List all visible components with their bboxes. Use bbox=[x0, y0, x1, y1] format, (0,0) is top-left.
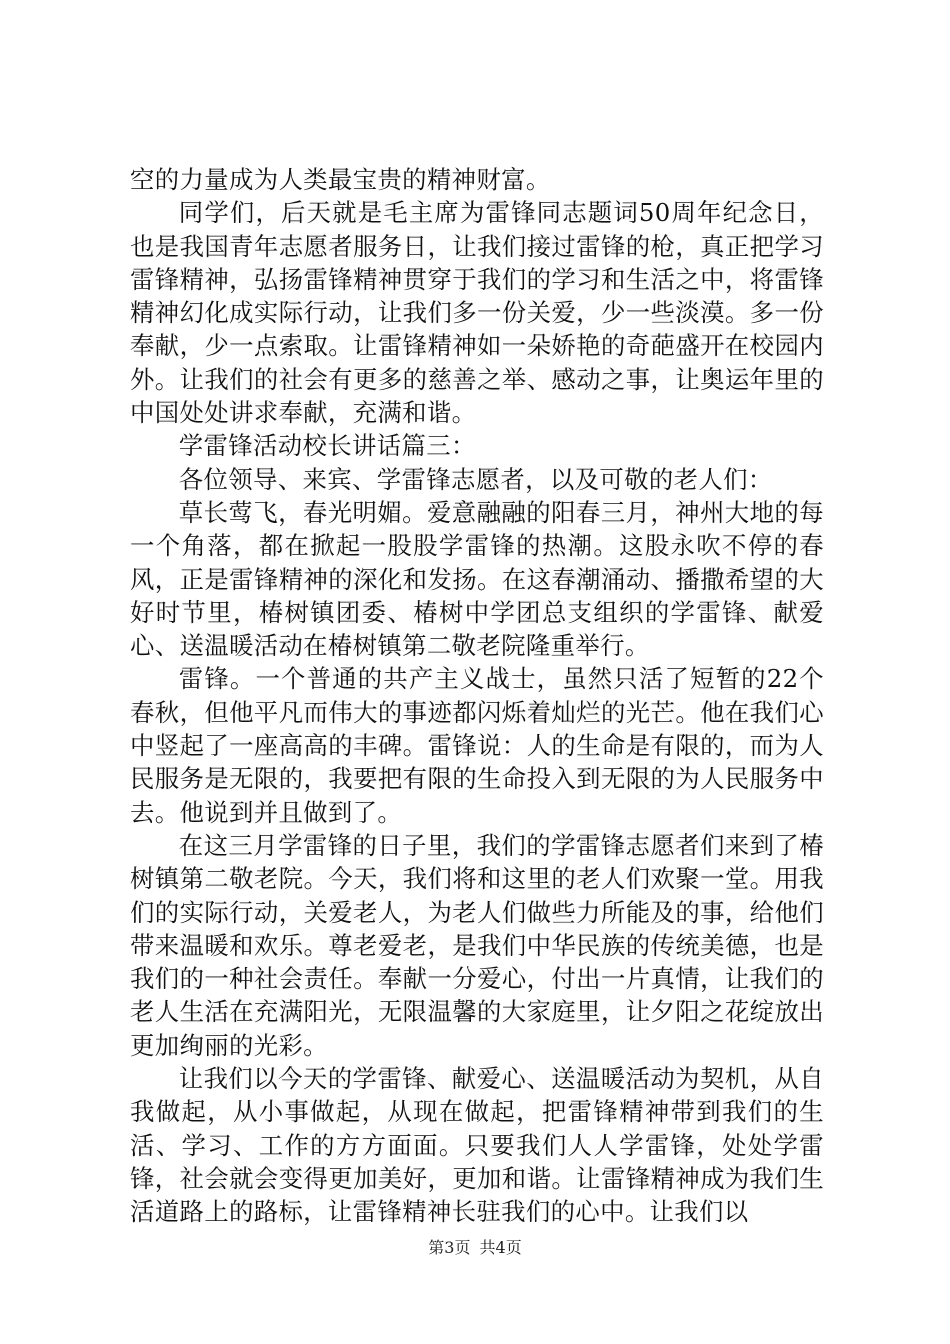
paragraph: 草长莺飞，春光明媚。爱意融融的阳春三月，神州大地的每一个角落，都在掀起一股股学雷锋的热潮。这股永吹不停的春风，正是雷锋精神的深化和发扬。在这春潮涌动、播撒希望的大好时节里，椿树镇团委、椿树中学团总支组织的学雷锋、献爱心、送温暖活动在椿树镇第二敬老院隆重举行。 bbox=[130, 497, 824, 661]
paragraph: 让我们以今天的学雷锋、献爱心、送温暖活动为契机，从自我做起，从小事做起，从现在做起，把雷锋精神带到我们的生活、学习、工作的方方面面。只要我们人人学雷锋，处处学雷锋，社会就会变得更加美好，更加和谐。让雷锋精神成为我们生活道路上的路标，让雷锋精神长驻我们的心中。让我们以 bbox=[130, 1064, 824, 1227]
paragraph: 空的力量成为人类最宝贵的精神财富。 bbox=[130, 165, 551, 194]
page-total: 共4页 bbox=[479, 1238, 522, 1257]
document-body bbox=[130, 163, 824, 1229]
page-footer bbox=[0, 1238, 950, 1258]
paragraph: 在这三月学雷锋的日子里，我们的学雷锋志愿者们来到了椿树镇第二敬老院。今天，我们将和这里的老人们欢聚一堂。用我们的实际行动，关爱老人，为老人们做些力所能及的事，给他们带来温暖和欢乐。尊老爱老，是我们中华民族的传统美德，也是我们的一种社会责任。奉献一分爱心，付出一片真情，让我们的老人生活在充满阳光，无限温馨的大家庭里，让夕阳之花绽放出更加绚丽的光彩。 bbox=[130, 830, 824, 1060]
salutation: 各位领导、来宾、学雷锋志愿者，以及可敬的老人们： bbox=[178, 464, 773, 494]
paragraph: 同学们，后天就是毛主席为雷锋同志题词50周年纪念日，也是我国青年志愿者服务日，让我们接过雷锋的枪，真正把学习雷锋精神，弘扬雷锋精神贯穿于我们的学习和生活之中，将雷锋精神幻化成实际行动，让我们多一份关爱，少一些淡漠。多一份奉献，少一点索取。让雷锋精神如一朵娇艳的奇葩盛开在校园内外。让我们的社会有更多的慈善之举、感动之事，让奥运年里的中国处处讲求奉献，充满和谐。 bbox=[130, 198, 824, 428]
paragraph: 雷锋。一个普通的共产主义战士，虽然只活了短暂的22个春秋，但他平凡而伟大的事迹都闪烁着灿烂的光芒。他在我们心中竖起了一座高高的丰碑。雷锋说：人的生命是有限的，而为人民服务是无限的，我要把有限的生命投入到无限的为人民服务中去。他说到并且做到了。 bbox=[130, 664, 824, 827]
section-heading: 学雷锋活动校长讲话篇三： bbox=[178, 431, 476, 461]
page-number: 第3页 bbox=[428, 1238, 471, 1257]
